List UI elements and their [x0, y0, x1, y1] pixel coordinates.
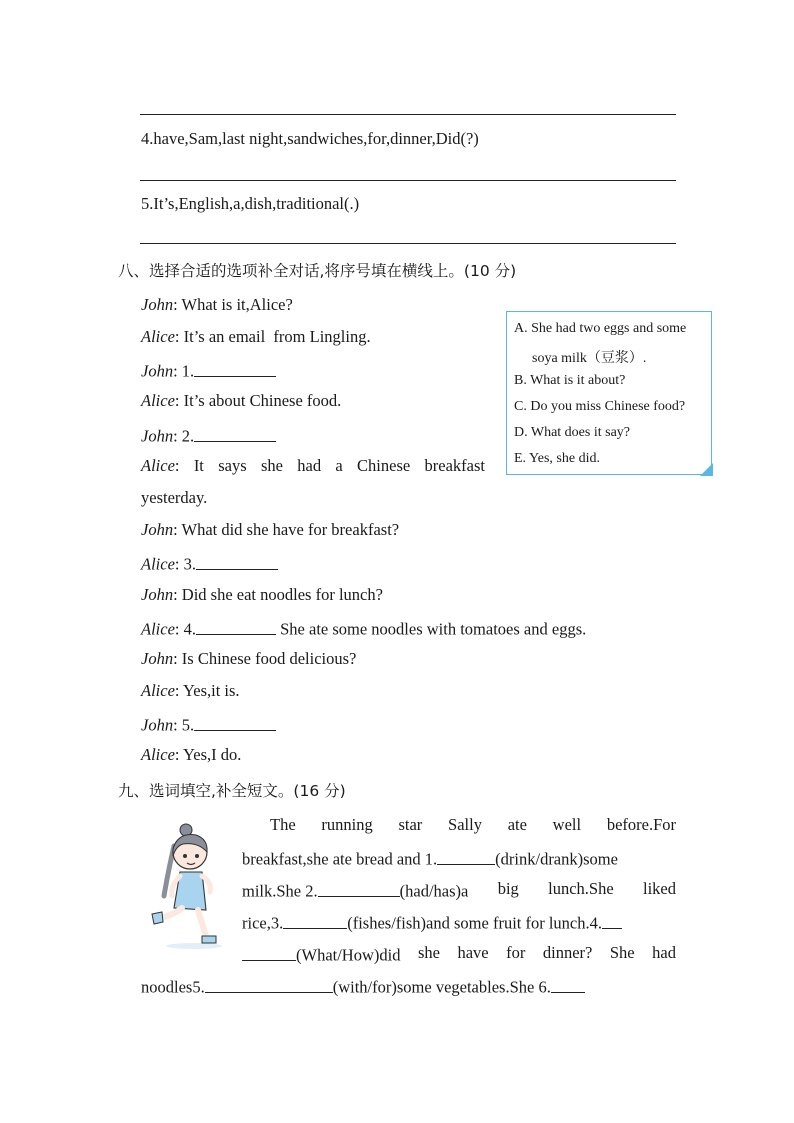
dialogue-line-6-cont: yesterday. — [141, 488, 208, 507]
dialogue-line-7 — [141, 520, 399, 540]
dialogue-line-6 — [141, 456, 485, 476]
word: running — [321, 815, 373, 834]
speaker-name: John — [141, 295, 174, 314]
section-8-heading: 八、选择合适的选项补全对话,将序号填在横线上。(10 分) — [118, 262, 517, 280]
word: for — [506, 943, 526, 962]
dialogue-text: : 1. — [173, 361, 195, 381]
dialogue-text: : Yes,I do. — [174, 745, 242, 764]
word: she — [260, 456, 283, 475]
dialogue-line-8 — [141, 552, 278, 575]
dialogue-text: : What did she have for breakfast? — [173, 520, 400, 539]
dialogue-line-3 — [141, 359, 276, 382]
answer-blank-1[interactable] — [437, 847, 495, 865]
word: liked — [642, 879, 676, 898]
dialogue-text: : 4. — [174, 619, 196, 639]
dialogue-text: : Yes,it is. — [174, 681, 240, 700]
word: star — [398, 815, 423, 834]
speaker-name: Alice — [141, 391, 175, 410]
dialogue-text: : It’s about Chinese food. — [174, 391, 342, 410]
word: lunch.She — [548, 879, 614, 898]
passage-text: breakfast,she ate bread and 1. — [242, 849, 438, 869]
dialogue-text: : 5. — [173, 715, 195, 735]
answer-line[interactable] — [140, 114, 676, 115]
passage-text: (fishes/fish)and some fruit for lunch.4. — [347, 913, 603, 933]
passage-text: (drink/drank)some — [495, 849, 618, 869]
dialogue-line-14 — [141, 745, 241, 765]
passage-text: rice,3. — [242, 913, 284, 933]
dialogue-line-11 — [141, 649, 356, 669]
dialogue-text-after: She ate some noodles with tomatoes and eggs. — [276, 619, 587, 639]
word: before.For — [606, 815, 676, 834]
answer-blank-3[interactable] — [196, 552, 278, 570]
passage-text: noodles5. — [141, 977, 205, 997]
answer-line[interactable] — [140, 243, 676, 244]
dialogue-line-4 — [141, 391, 341, 411]
dialogue-line-5 — [141, 424, 276, 447]
passage-line-3 — [242, 879, 676, 902]
word: She — [609, 943, 635, 962]
answer-blank-5[interactable] — [205, 975, 333, 993]
speaker-name: John — [141, 361, 174, 381]
word: milk.She — [242, 881, 302, 901]
passage-line-1 — [270, 815, 676, 835]
option-a: A. She had two eggs and some — [514, 321, 687, 336]
word: says — [218, 456, 247, 475]
option-a-cont: soya milk（豆浆）. — [532, 351, 647, 366]
answer-line[interactable] — [140, 180, 676, 181]
dialogue-line-2 — [141, 327, 371, 347]
word: (What/How)did — [296, 945, 401, 965]
word: had — [297, 456, 322, 475]
option-b: B. What is it about? — [514, 373, 626, 388]
folded-corner — [700, 463, 713, 476]
passage-line-2 — [242, 847, 618, 870]
word: It — [193, 456, 204, 475]
word: a — [335, 456, 343, 475]
running-girl-illustration — [150, 822, 232, 950]
answer-blank-6[interactable] — [551, 975, 585, 993]
dialogue-line-1 — [141, 295, 293, 315]
answer-blank-4[interactable] — [196, 617, 276, 635]
passage-line-6 — [141, 975, 585, 998]
options-box — [506, 311, 712, 475]
dialogue-text: : 3. — [174, 554, 196, 574]
word: The — [270, 815, 296, 834]
passage-line-4 — [242, 911, 622, 934]
speaker-name: Alice — [141, 456, 175, 475]
word: breakfast — [424, 456, 485, 475]
word: have — [457, 943, 489, 962]
speaker-name: John — [141, 585, 174, 604]
dialogue-line-9 — [141, 585, 383, 605]
option-e: E. Yes, she did. — [514, 451, 600, 466]
word: dinner? — [542, 943, 593, 962]
speaker-name: Alice — [141, 745, 175, 764]
dialogue-line-13 — [141, 713, 276, 736]
dialogue-line-12 — [141, 681, 240, 701]
dialogue-text: : 2. — [173, 426, 195, 446]
answer-blank-4[interactable] — [602, 911, 622, 929]
speaker-name: John — [141, 426, 174, 446]
section-9-heading: 九、选词填空,补全短文。(16 分) — [118, 782, 346, 800]
passage-line-5 — [242, 943, 676, 966]
option-c: C. Do you miss Chinese food? — [514, 399, 686, 414]
question-5: 5.It’s,English,a,dish,traditional(.) — [141, 194, 360, 213]
speaker-name: John — [141, 715, 174, 735]
answer-blank-4-cont[interactable] — [242, 943, 296, 961]
word: 2. — [305, 881, 318, 901]
word: ate — [507, 815, 527, 834]
dialogue-line-10 — [141, 617, 586, 640]
dialogue-text: : Did she eat noodles for lunch? — [173, 585, 383, 604]
option-d: D. What does it say? — [514, 425, 630, 440]
speaker-name: John — [141, 649, 174, 668]
answer-blank-3[interactable] — [283, 911, 347, 929]
speaker-name: Alice — [141, 681, 175, 700]
answer-blank-1[interactable] — [194, 359, 276, 377]
dialogue-text: : Is Chinese food delicious? — [173, 649, 357, 668]
speaker-name: John — [141, 520, 174, 539]
word: : — [174, 456, 180, 475]
answer-blank-2[interactable] — [194, 424, 276, 442]
answer-blank-5[interactable] — [194, 713, 276, 731]
word: Sally — [448, 815, 482, 834]
word: big — [497, 879, 519, 898]
word: she — [417, 943, 440, 962]
speaker-name: Alice — [141, 554, 175, 574]
dialogue-text: : What is it,Alice? — [173, 295, 293, 314]
answer-blank-2[interactable] — [318, 879, 400, 897]
word: had — [652, 943, 676, 962]
word: Chinese — [357, 456, 411, 475]
question-4: 4.have,Sam,last night,sandwiches,for,dinner,Did(?) — [141, 129, 479, 148]
passage-text: (with/for)some vegetables.She 6. — [332, 977, 551, 997]
speaker-name: Alice — [141, 327, 175, 346]
word: (had/has)a — [399, 881, 469, 901]
word: well — [552, 815, 582, 834]
speaker-name: Alice — [141, 619, 175, 639]
dialogue-text: : It’s an email from Lingling. — [174, 327, 371, 346]
